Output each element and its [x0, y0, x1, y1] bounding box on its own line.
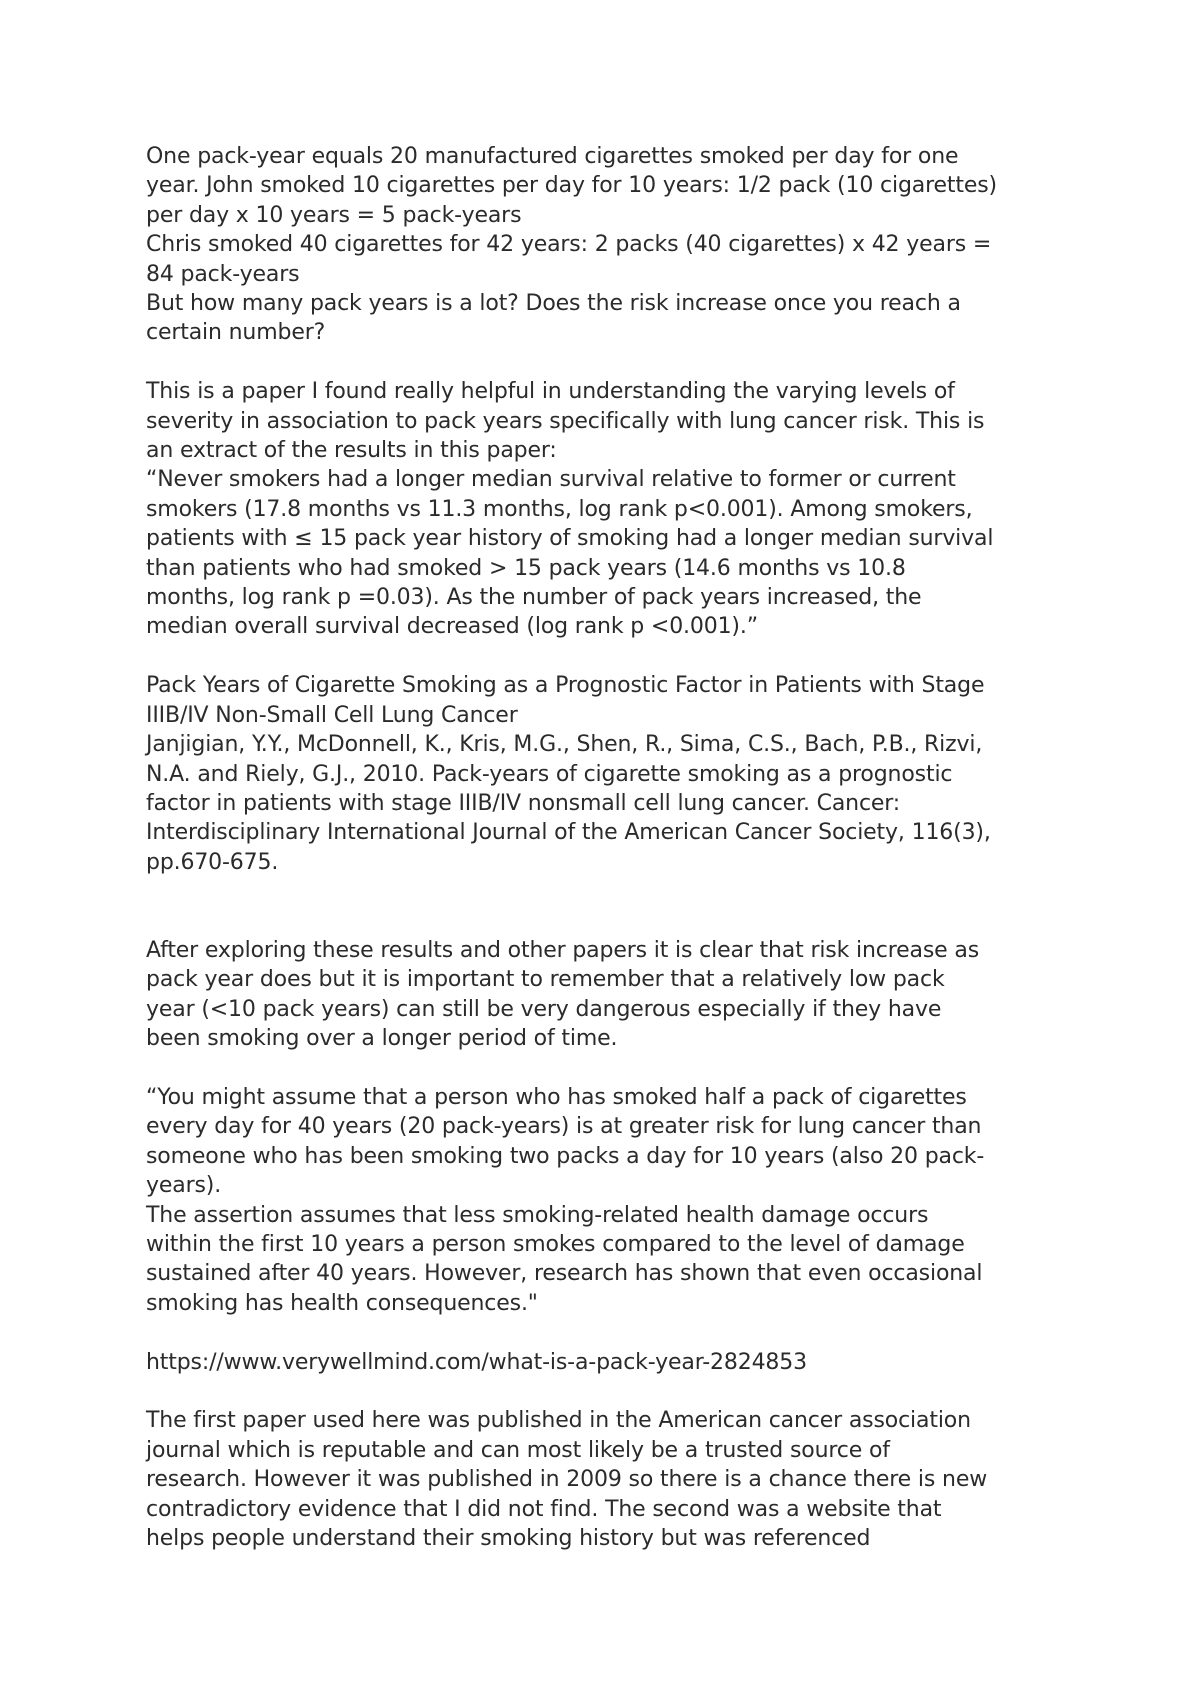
text-line: severity in association to pack years specifically with lung cancer risk. This is — [146, 408, 985, 434]
text-line: Chris smoked 40 cigarettes for 42 years: 2 packs (40 cigarettes) x 42 years = — [146, 232, 992, 258]
text-line: every day for 40 years (20 pack-years) is at greater risk for lung cancer than — [146, 1114, 982, 1140]
text-line: year (<10 pack years) can still be very dangerous especially if they have — [146, 996, 942, 1022]
text-line: been smoking over a longer period of time. — [146, 1026, 618, 1052]
text-line: journal which is reputable and can most likely be a trusted source of — [146, 1437, 890, 1463]
source-url-paragraph — [146, 1348, 1081, 1377]
text-line: But how many pack years is a lot? Does the risk increase once you reach a — [146, 291, 961, 317]
text-line: smoking has health consequences." — [146, 1290, 538, 1316]
paragraph-spacer — [146, 348, 1081, 377]
text-line: pack year does but it is important to remember that a relatively low pack — [146, 967, 945, 993]
text-line: research. However it was published in 2009 so there is a chance there is new — [146, 1467, 988, 1493]
citation-paragraph — [146, 671, 1081, 877]
text-line: Pack Years of Cigarette Smoking as a Prognostic Factor in Patients with Stage — [146, 673, 985, 699]
text-line: IIIB/IV Non-Small Cell Lung Cancer — [146, 702, 518, 728]
source-url-text: https://www.verywellmind.com/what-is-a-pack-year-2824853 — [146, 1349, 807, 1375]
document-body — [146, 142, 1081, 1553]
pack-year-definition-paragraph — [146, 142, 1081, 348]
text-line: year. John smoked 10 cigarettes per day for 10 years: 1/2 pack (10 cigarettes) — [146, 173, 997, 199]
text-line: “You might assume that a person who has smoked half a pack of cigarettes — [146, 1084, 967, 1110]
text-line: factor in patients with stage IIIB/IV nonsmall cell lung cancer. Cancer: — [146, 790, 901, 816]
paragraph-spacer — [146, 1318, 1081, 1347]
text-line: This is a paper I found really helpful in understanding the varying levels of — [146, 379, 955, 405]
paragraph-spacer — [146, 1377, 1081, 1406]
text-line: Janjigian, Y.Y., McDonnell, K., Kris, M.G., Shen, R., Sima, C.S., Bach, P.B., Rizvi, — [146, 732, 983, 758]
text-line: “Never smokers had a longer median survival relative to former or current — [146, 467, 956, 493]
paragraph-spacer — [146, 642, 1081, 671]
text-line: per day x 10 years = 5 pack-years — [146, 202, 522, 228]
quote-paragraph — [146, 1083, 1081, 1318]
text-line: One pack-year equals 20 manufactured cigarettes smoked per day for one — [146, 144, 959, 169]
text-line: median overall survival decreased (log rank p <0.001).” — [146, 614, 758, 640]
text-line: an extract of the results in this paper: — [146, 438, 557, 464]
text-line: someone who has been smoking two packs a day for 10 years (also 20 pack- — [146, 1143, 985, 1169]
text-line: within the first 10 years a person smokes compared to the level of damage — [146, 1231, 965, 1257]
text-line: After exploring these results and other papers it is clear that risk increase as — [146, 937, 980, 963]
conclusion-paragraph — [146, 936, 1081, 1054]
evaluation-paragraph — [146, 1406, 1081, 1553]
text-line: helps people understand their smoking history but was referenced — [146, 1526, 871, 1551]
text-line: patients with ≤ 15 pack year history of smoking had a longer median survival — [146, 526, 994, 552]
text-line: years). — [146, 1173, 222, 1199]
text-line: smokers (17.8 months vs 11.3 months, log rank p<0.001). Among smokers, — [146, 496, 973, 522]
text-line: pp.670-675. — [146, 849, 279, 875]
text-line: N.A. and Riely, G.J., 2010. Pack-years of cigarette smoking as a prognostic — [146, 761, 953, 787]
text-line: certain number? — [146, 320, 326, 346]
text-line: Interdisciplinary International Journal of the American Cancer Society, 116(3), — [146, 820, 991, 846]
text-line: The first paper used here was published in the American cancer association — [146, 1408, 971, 1434]
text-line: The assertion assumes that less smoking-related health damage occurs — [146, 1202, 929, 1228]
text-line: months, log rank p =0.03). As the number of pack years increased, the — [146, 585, 922, 611]
text-line: sustained after 40 years. However, research has shown that even occasional — [146, 1261, 983, 1287]
text-line: 84 pack-years — [146, 261, 300, 287]
text-line: contradictory evidence that I did not find. The second was a website that — [146, 1496, 942, 1522]
paper-extract-paragraph — [146, 377, 1081, 642]
paragraph-spacer — [146, 1054, 1081, 1083]
paragraph-spacer — [146, 877, 1081, 936]
text-line: than patients who had smoked > 15 pack years (14.6 months vs 10.8 — [146, 555, 906, 581]
